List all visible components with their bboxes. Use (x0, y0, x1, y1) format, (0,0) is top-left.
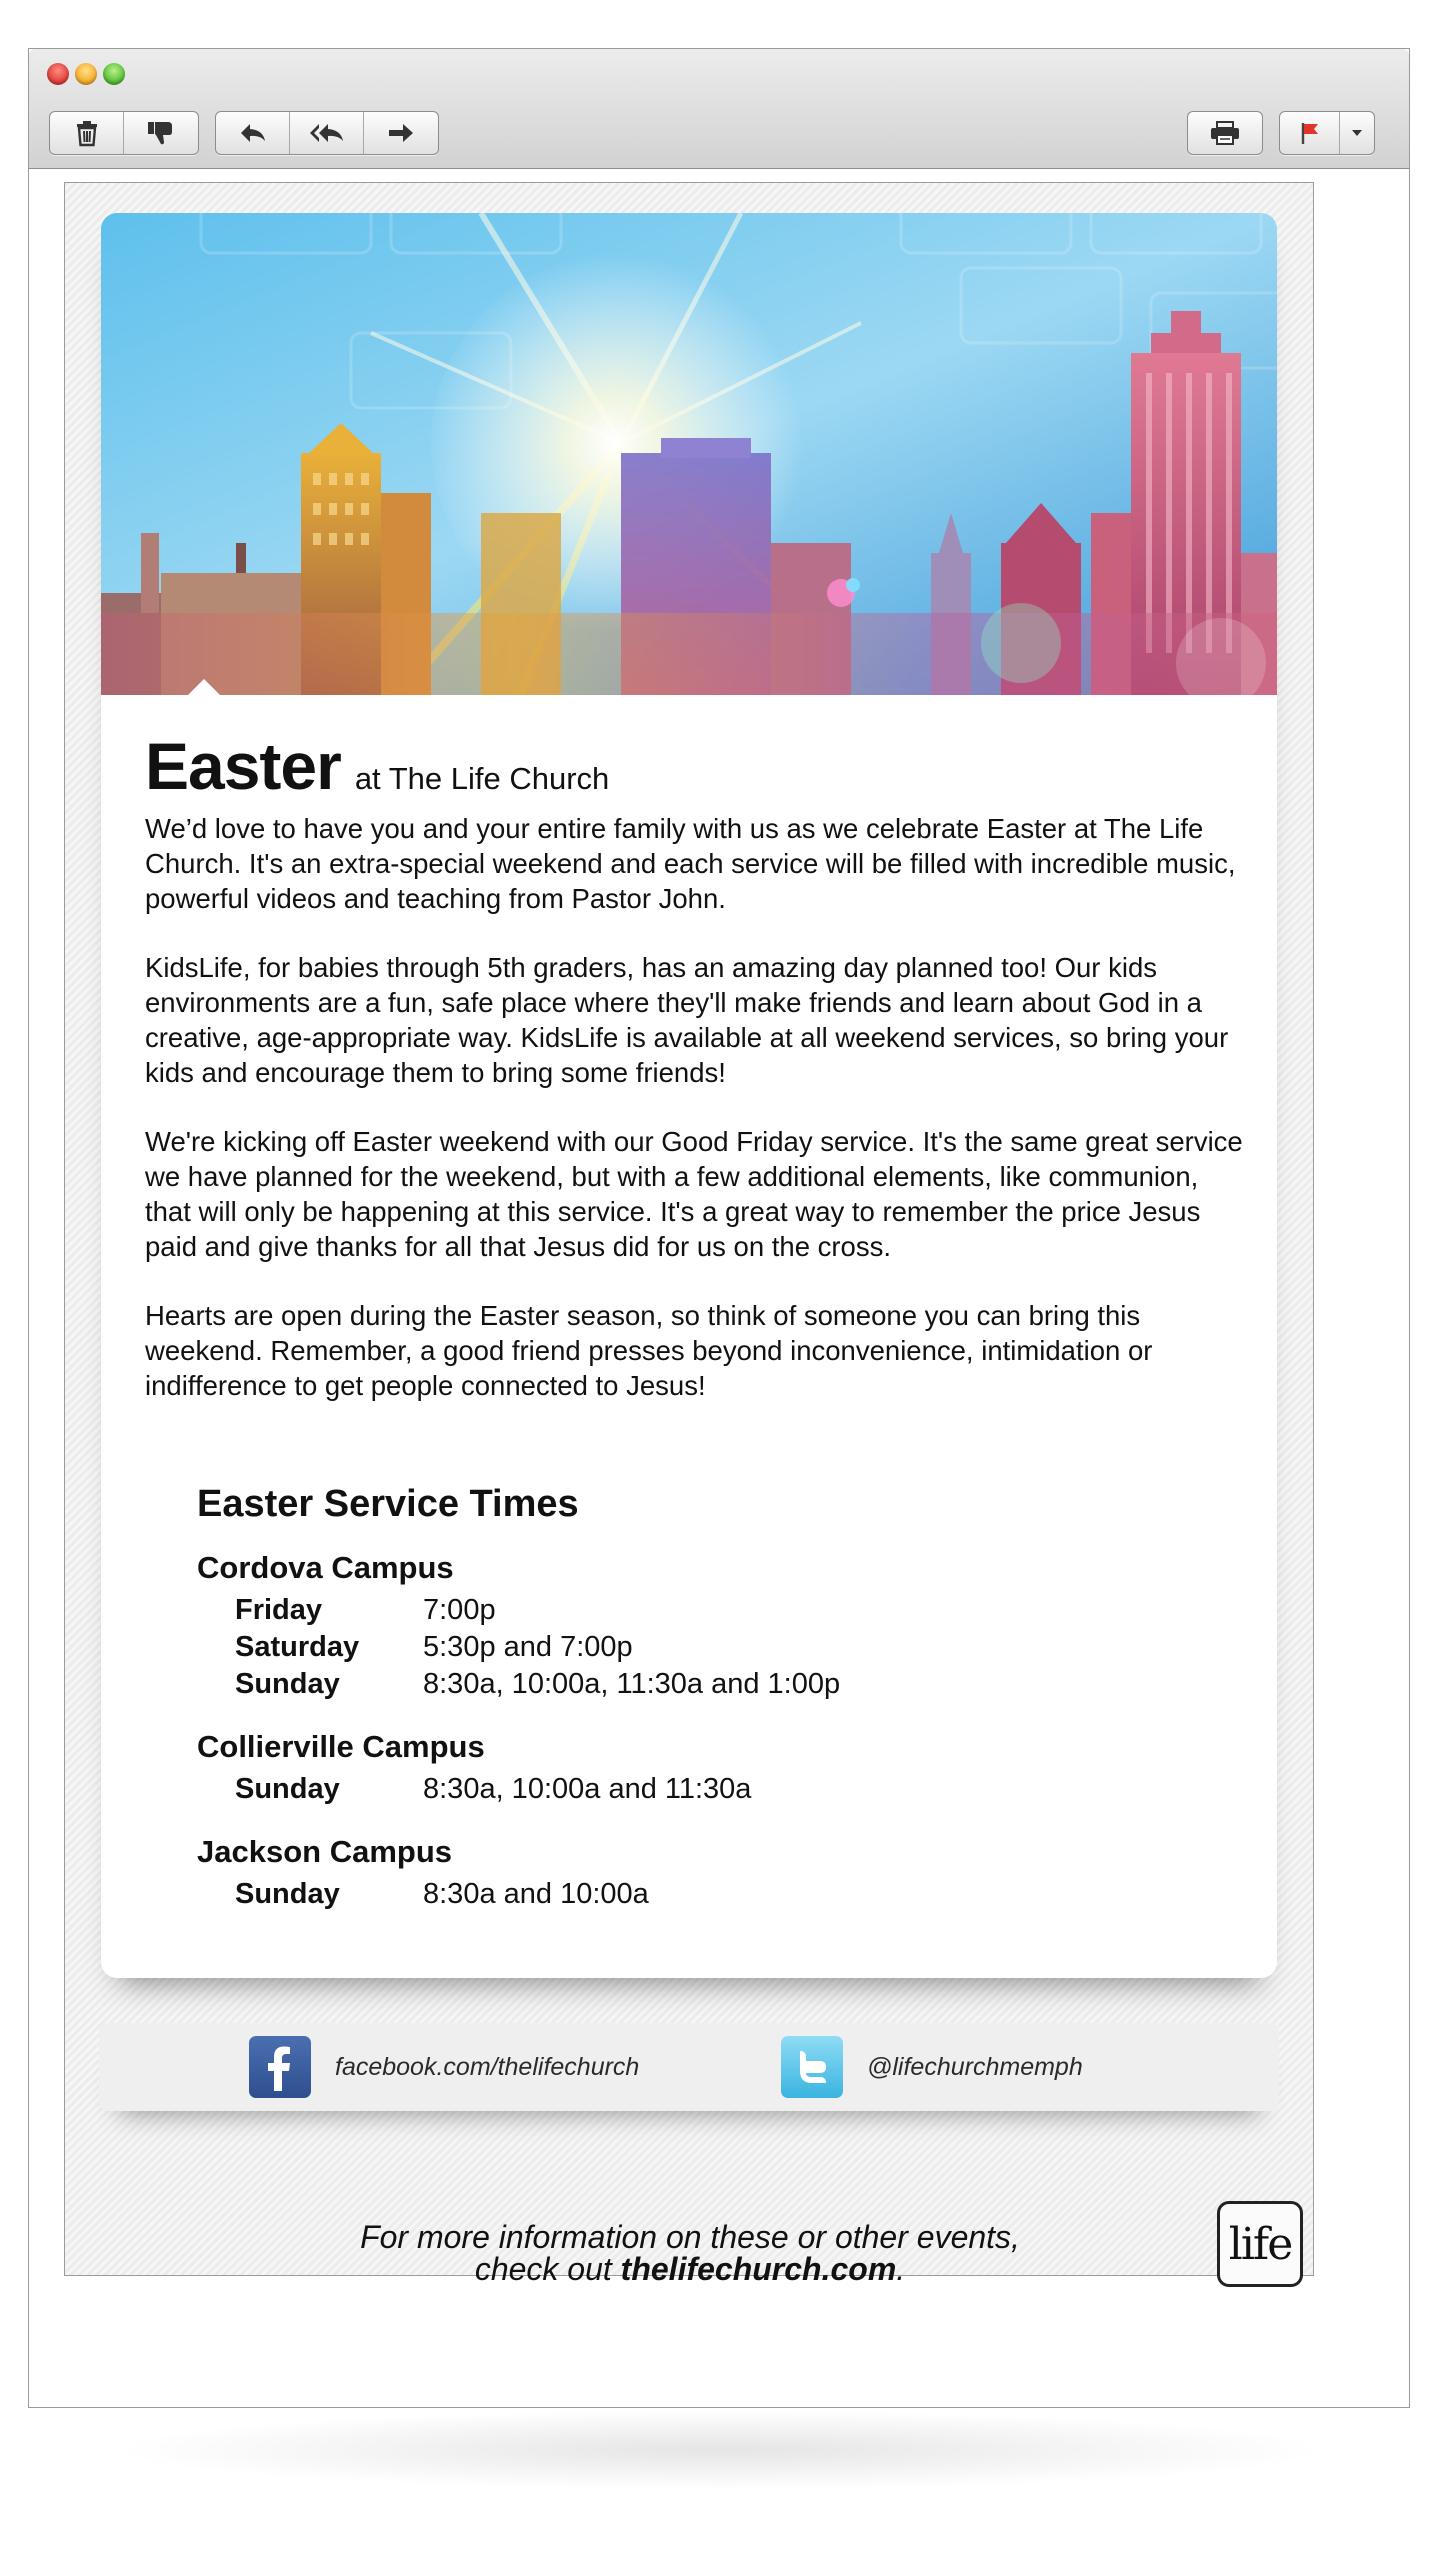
twitter-label: @lifechurchmemph (867, 2052, 1083, 2081)
campus-name: Jackson Campus (197, 1834, 452, 1869)
close-window-button[interactable] (47, 63, 69, 85)
service-time: 5:30p and 7:00p (423, 1631, 633, 1663)
footer-line-2 (65, 2253, 1315, 2285)
print-button[interactable] (1188, 112, 1262, 154)
campus-name: Collierville Campus (197, 1729, 485, 1764)
headline-subtitle: at The Life Church (354, 761, 610, 796)
reply-icon (238, 121, 268, 145)
junk-thumbs-down-icon (146, 119, 176, 147)
service-row (197, 1876, 840, 1913)
headline-title: Easter (145, 729, 341, 803)
service-row (197, 1666, 840, 1703)
junk-button[interactable] (124, 112, 198, 154)
chevron-down-icon (1350, 128, 1364, 138)
flag-menu-button[interactable] (1340, 112, 1374, 154)
service-day: Sunday (235, 1773, 340, 1805)
flag-group (1279, 111, 1375, 155)
hero-notch (187, 679, 221, 696)
logo-text: life (1228, 2218, 1292, 2270)
website-link[interactable]: thelifechurch.com (620, 2251, 897, 2287)
campus-jackson (197, 1834, 840, 1913)
service-time: 8:30a, 10:00a and 11:30a (423, 1773, 752, 1805)
delete-junk-group (49, 111, 199, 155)
zoom-window-button[interactable] (103, 63, 125, 85)
service-day: Saturday (235, 1631, 360, 1663)
twitter-link[interactable] (781, 2036, 1083, 2098)
paragraph-intro: We’d love to have you and your entire family with us as we celebrate Easter at The Life Church. It's an extra-special weekend and each service will be filled with incredible music, powerful videos and teaching from Pastor John. (145, 813, 1236, 914)
headline (145, 729, 1245, 803)
footer-prefix: check out (474, 2251, 612, 2287)
footer-info (65, 2218, 1315, 2287)
email-card (101, 213, 1277, 1978)
service-day: Sunday (235, 1668, 340, 1700)
print-group (1187, 111, 1263, 155)
window-shadow (110, 2410, 1330, 2490)
reply-button[interactable] (216, 112, 290, 154)
reply-group (215, 111, 439, 155)
campus-cordova (197, 1550, 840, 1703)
flag-button[interactable] (1280, 112, 1340, 154)
forward-button[interactable] (364, 112, 438, 154)
service-times-title: Easter Service Times (197, 1483, 579, 1525)
email-body (64, 182, 1314, 2287)
facebook-icon (249, 2036, 311, 2098)
service-time: 8:30a and 10:00a (423, 1878, 649, 1910)
reply-all-icon (308, 121, 346, 145)
service-row (197, 1771, 840, 1808)
delete-button[interactable] (50, 112, 124, 154)
service-day: Friday (235, 1594, 323, 1626)
paragraph-good-friday: We're kicking off Easter weekend with our Good Friday service. It's the same great service we have planned for the weekend, but with a few additional elements, like communion, that will only be happening at this service. It's a great way to remember the price Jesus paid and give thanks for all that Jesus did for us on the cross. (145, 1126, 1243, 1262)
paragraph-kidslife: KidsLife, for babies through 5th graders, has an amazing day planned too! Our kids environments are a fun, safe place where they'll make friends and learn about God in a creative, age-appropriate way. KidsLife is available at all weekend services, so bring your kids and encourage them to bring some friends! (145, 952, 1229, 1088)
email-content (145, 729, 1245, 1437)
forward-icon (386, 121, 416, 145)
flag-icon (1298, 120, 1322, 146)
twitter-icon (781, 2036, 843, 2098)
mail-toolbar (29, 49, 1409, 169)
service-row (197, 1629, 840, 1666)
facebook-link[interactable] (249, 2036, 639, 2098)
print-icon (1209, 120, 1241, 146)
minimize-window-button[interactable] (75, 63, 97, 85)
service-times (197, 1483, 840, 1939)
social-links-bar (99, 2023, 1279, 2111)
campus-collierville (197, 1729, 840, 1808)
service-time: 8:30a, 10:00a, 11:30a and 1:00p (423, 1668, 841, 1700)
reply-all-button[interactable] (290, 112, 364, 154)
service-row (197, 1592, 840, 1629)
paragraph-invite: Hearts are open during the Easter season, so think of someone you can bring this weekend. Remember, a good friend presses beyond inconvenience, intimidation or indifference to get people connected to Jesus! (145, 1300, 1153, 1401)
hero-skyline-image (101, 213, 1277, 695)
footer-suffix: . (896, 2251, 906, 2287)
service-day: Sunday (235, 1878, 340, 1910)
trash-icon (74, 119, 100, 147)
facebook-label: facebook.com/thelifechurch (335, 2052, 640, 2081)
campus-name: Cordova Campus (197, 1550, 454, 1585)
footer-line-1: For more information on these or other events, (360, 2219, 1020, 2255)
service-time: 7:00p (423, 1594, 496, 1626)
life-church-logo (1217, 2201, 1303, 2287)
